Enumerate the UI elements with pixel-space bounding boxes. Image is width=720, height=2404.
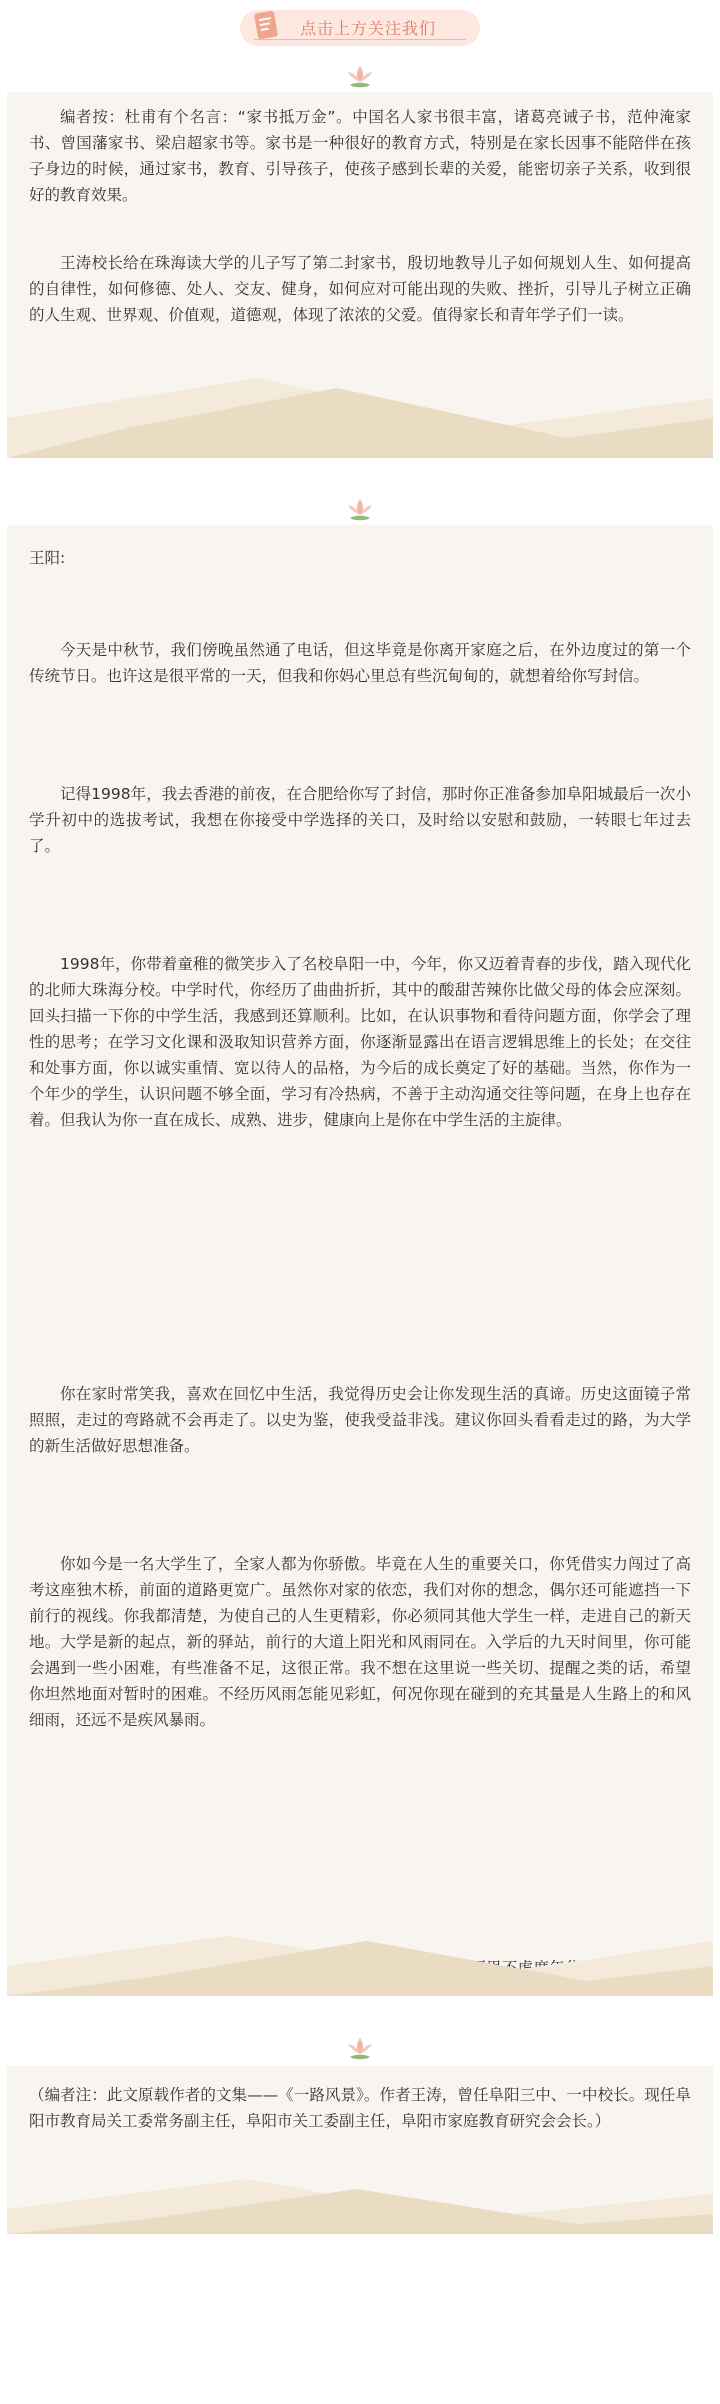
letter-greeting: 王阳: [29, 549, 66, 567]
letter-paragraph: 你在家时常笑我，喜欢在回忆中生活，我觉得历史会让你发现生活的真谛。历史这面镜子常照照，走过的弯路就不会再走了。以史为鉴，使我受益非浅。建议你回头看看走过的路，为大学的新生活做好思想准备。 [29, 1385, 691, 1455]
letter-box [7, 525, 713, 1996]
mountain-decoration [7, 358, 713, 458]
author-note: （编者注：此文原载作者的文集——《一路风景》。作者王涛，曾任阜阳三中、一中校长。现任阜阳市教育局关工委常务副主任，阜阳市关工委副主任，阜阳市家庭教育研究会会长。） [29, 2086, 691, 2130]
letter-paragraph: 1998年，你带着童稚的微笑步入了名校阜阳一中，今年，你又迈着青春的步伐，踏入现代化的北师大珠海分校。中学时代，你经历了曲曲折折，其中的酸甜苦辣你比做父母的体会应深刻。回头扫描一下你的中学生活，我感到还算顺利。比如，在认识事物和看待问题方面，你学会了理性的思考；在学习文化课和汲取知识营养方面，你逐渐显露出在语言逻辑思维上的长处；在交往和处事方面，你以诚实重情、宽以待人的品格，为今后的成长奠定了好的基础。当然，你作为一个年少的学生，认识问题不够全面，学习有冷热病，不善于主动沟通交往等问题，在身上也存在着。但我认为你一直在成长、成熟、进步，健康向上是你在中学生活的主旋律。 [29, 955, 691, 1129]
follow-banner-text[interactable]: 点击上方关注我们 [300, 19, 437, 38]
mountain-decoration [7, 1896, 713, 1996]
letter-paragraph: 你如今是一名大学生了，全家人都为你骄傲。毕竟在人生的重要关口，你凭借实力闯过了高考这座独木桥，前面的道路更宽广。虽然你对家的依恋，我们对你的想念，偶尔还可能遮挡一下前行的视线。你我都清楚，为使自己的人生更精彩，你必须同其他大学生一样，走进自己的新天地。大学是新的起点，新的驿站，前行的大道上阳光和风雨同在。入学后的九天时间里，你可能会遇到一些小困难，有些准备不足，这很正常。我不想在这里说一些关切、提醒之类的话，希望你坦然地面对暂时的困难。不经历风雨怎能见彩虹，何况你现在碰到的充其量是人生路上的和风细雨，还远不是疾风暴雨。 [29, 1555, 691, 1729]
mountain-decoration [7, 2164, 713, 2234]
follow-banner[interactable] [0, 10, 720, 50]
editor-intro-paragraph: 王涛校长给在珠海读大学的儿子写了第二封家书，殷切地教导儿子如何规划人生、如何提高的自律性，如何修德、处人、交友、健身，如何应对可能出现的失败、挫折，引导儿子树立正确的人生观、世界观、价值观，道德观，体现了浓浓的父爱。值得家长和青年学子们一读。 [29, 254, 691, 324]
letter-paragraph: 记得1998年，我去香港的前夜，在合肥给你写了封信，那时你正准备参加阜阳城最后一次小学升初中的选拔考试，我想在你接受中学选择的关口，及时给以安慰和鼓励，一转眼七年过去了。 [29, 785, 691, 855]
letter-paragraph: 今天是中秋节，我们傍晚虽然通了电话，但这毕竟是你离开家庭之后，在外边度过的第一个传统节日。也许这是很平常的一天，但我和你妈心里总有些沉甸甸的，就想着给你写封信。 [29, 641, 691, 685]
editor-intro-paragraph: 编者按：杜甫有个名言：“家书抵万金”。中国名人家书很丰富，诸葛亮诫子书，范仲淹家书、曾国藩家书、梁启超家书等。家书是一种很好的教育方式，特别是在家长因事不能陪伴在孩子身边的时候，通过家书，教育、引导孩子，使孩子感到长辈的关爱，能密切亲子关系，收到很好的教育效果。 [29, 108, 691, 204]
lotus-icon [344, 64, 376, 90]
scroll-icon [250, 6, 284, 46]
author-note-box [7, 2066, 713, 2234]
editor-intro-box [7, 92, 713, 458]
lotus-icon [344, 2036, 376, 2062]
lotus-icon [344, 497, 376, 523]
